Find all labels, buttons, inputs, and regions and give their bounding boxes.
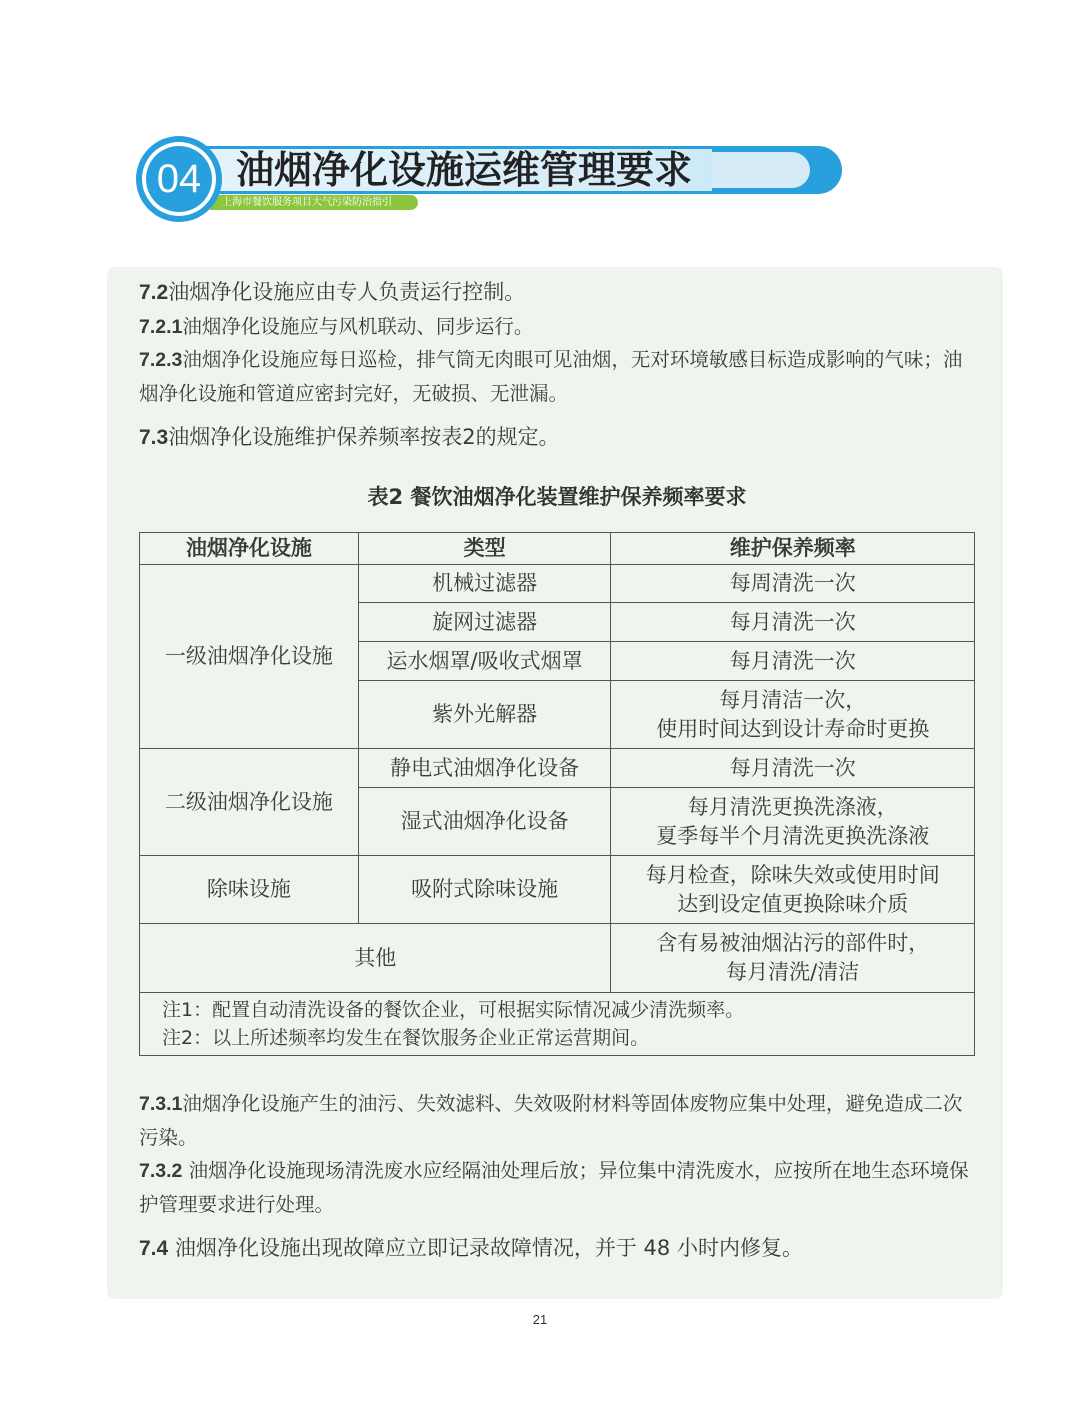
- clause-7-2-1: [139, 310, 979, 344]
- table-row: [140, 856, 975, 924]
- clause-text: 油烟净化设施现场清洗废水应经隔油处理后放；异位集中清洗废水，应按所在地生态环境保护管理要求进行处理。: [139, 1159, 969, 1216]
- chapter-header: [0, 0, 1080, 240]
- frequency-cell: 每月清洗一次: [611, 603, 975, 642]
- clause-text: 油烟净化设施应每日巡检，排气筒无肉眼可见油烟，无对环境敏感目标造成影响的气味；油烟净化设施和管道应密封完好，无破损、无泄漏。: [139, 348, 963, 405]
- clause-number: 7.4: [139, 1237, 169, 1260]
- clause-text: 油烟净化设施维护保养频率按表2的规定。: [168, 425, 560, 449]
- frequency-cell: [611, 856, 975, 924]
- clause-7-2-3: [139, 343, 979, 410]
- frequency-cell: [611, 681, 975, 749]
- clause-number: 7.2.1: [139, 316, 183, 338]
- clause-number: 7.3.1: [139, 1093, 183, 1115]
- banner-tail-inner: [712, 152, 810, 188]
- type-cell: 旋网过滤器: [358, 603, 611, 642]
- table-row: [140, 565, 975, 603]
- table-note: 注1：配置自动清洗设备的餐饮企业，可根据实际情况减少清洗频率。: [162, 999, 745, 1021]
- frequency-line: 每月清洁一次，: [719, 687, 867, 712]
- clause-number: 7.2.3: [139, 349, 183, 371]
- guide-subtitle: 上海市餐饮服务项目大气污染防治指引: [222, 197, 392, 208]
- page-number: 21: [532, 1312, 548, 1327]
- frequency-line: 达到设定值更换除味介质: [677, 891, 909, 916]
- frequency-cell: [611, 924, 975, 993]
- chapter-number: 04: [146, 146, 212, 212]
- clause-7-3-1: [139, 1087, 979, 1154]
- clause-7-2: [139, 276, 979, 309]
- table-row: [140, 924, 975, 993]
- type-cell: 吸附式除味设施: [358, 856, 611, 924]
- type-cell: 机械过滤器: [358, 565, 611, 603]
- frequency-line: 每月清洗更换洗涤液，: [687, 794, 898, 819]
- frequency-cell: [611, 788, 975, 856]
- table-note: 注2：以上所述频率均发生在餐饮服务企业正常运营期间。: [162, 1027, 650, 1049]
- table-notes-row: [140, 993, 975, 1056]
- facility-cell: 除味设施: [140, 856, 359, 924]
- column-header: 油烟净化设施: [140, 533, 359, 565]
- type-cell: 静电式油烟净化设备: [358, 749, 611, 788]
- frequency-line: 每月检查，除味失效或使用时间: [645, 862, 940, 887]
- maintenance-frequency-table: [139, 532, 975, 1056]
- clause-7-3-2: [139, 1154, 979, 1221]
- clause-7-3: [139, 421, 979, 454]
- clause-text: 油烟净化设施应由专人负责运行控制。: [168, 280, 526, 304]
- table-row: [140, 749, 975, 788]
- facility-cell: 二级油烟净化设施: [140, 749, 359, 856]
- clause-text: 油烟净化设施出现故障应立即记录故障情况，并于 48 小时内修复。: [168, 1236, 803, 1260]
- frequency-line: 每月清洗/清洁: [726, 960, 860, 984]
- type-cell: 运水烟罩/吸收式烟罩: [358, 642, 611, 681]
- facility-cell: 一级油烟净化设施: [140, 565, 359, 749]
- clause-text: 油烟净化设施产生的油污、失效滤料、失效吸附材料等固体废物应集中处理，避免造成二次污染。: [139, 1092, 963, 1149]
- type-cell: 湿式油烟净化设备: [358, 788, 611, 856]
- facility-cell: 其他: [140, 924, 611, 993]
- frequency-cell: 每月清洗一次: [611, 642, 975, 681]
- table-header-row: [140, 533, 975, 565]
- column-header: 维护保养频率: [611, 533, 975, 565]
- clause-text: 油烟净化设施应与风机联动、同步运行。: [182, 315, 534, 338]
- clause-7-4: [139, 1232, 979, 1265]
- table-title: 表2 餐饮油烟净化装置维护保养频率要求: [367, 485, 747, 509]
- clause-number: 7.2: [139, 281, 169, 304]
- type-cell: 紫外光解器: [358, 681, 611, 749]
- frequency-cell: 每月清洗一次: [611, 749, 975, 788]
- frequency-line: 含有易被油烟沾污的部件时，: [656, 931, 930, 955]
- frequency-line: 夏季每半个月清洗更换洗涤液: [656, 823, 930, 848]
- frequency-cell: 每周清洗一次: [611, 565, 975, 603]
- chapter-title: 油烟净化设施运维管理要求: [236, 148, 693, 192]
- table-notes: [140, 993, 975, 1056]
- clause-number: 7.3.2: [139, 1160, 183, 1182]
- clause-number: 7.3: [139, 426, 169, 449]
- column-header: 类型: [358, 533, 611, 565]
- frequency-line: 使用时间达到设计寿命时更换: [656, 716, 930, 741]
